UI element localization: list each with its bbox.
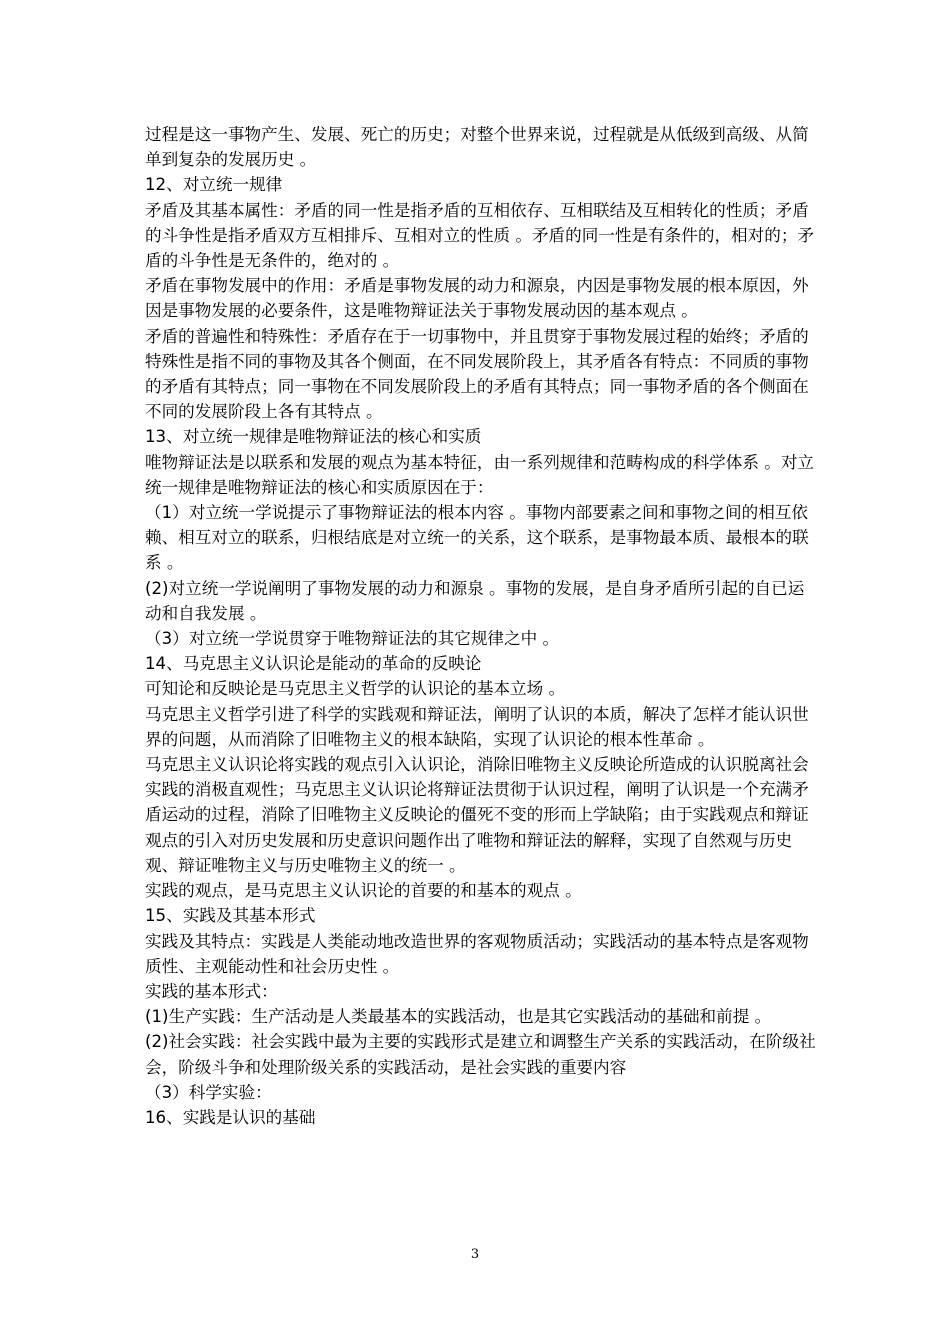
section-heading: 13、对立统一规律是唯物辩证法的核心和实质 xyxy=(145,427,482,447)
paragraph: 马克思主义哲学引进了科学的实践观和辩证法，阐明了认识的本质，解决了怎样才能认识世界的问题，从而消除了旧唯物主义的根本缺陷，实现了认识论的根本性革命 。 xyxy=(145,704,809,749)
paragraph: 唯物辩证法是以联系和发展的观点为基本特征，由一系列规律和范畴构成的科学体系 。对立统一规律是唯物辩证法的核心和实质原因在于： xyxy=(145,452,815,497)
section-heading: 14、马克思主义认识论是能动的革命的反映论 xyxy=(145,654,482,674)
list-item: （3）科学实验： xyxy=(145,1082,272,1102)
page-number: 3 xyxy=(470,1247,480,1262)
paragraph: 实践的基本形式： xyxy=(145,981,278,1001)
paragraph: 实践及其特点：实践是人类能动地改造世界的客观物质活动；实践活动的基本特点是客观物质性、主观能动性和社会历史性 。 xyxy=(145,931,809,976)
list-item: (2)对立统一学说阐明了事物发展的动力和源泉 。事物的发展，是自身矛盾所引起的自已运动和自我发展 。 xyxy=(145,578,805,623)
body-text xyxy=(145,122,817,1130)
paragraph: 可知论和反映论是马克思主义哲学的认识论的基本立场 。 xyxy=(145,679,566,699)
section-heading: 15、实践及其基本形式 xyxy=(145,906,316,926)
paragraph: 实践的观点，是马克思主义认识论的首要的和基本的观点 。 xyxy=(145,881,582,901)
section-heading: 12、对立统一规律 xyxy=(145,175,283,195)
paragraph: 马克思主义认识论将实践的观点引入认识论，消除旧唯物主义反映论所造成的认识脱离社会实践的消极直观性；马克思主义认识论将辩证法贯彻于认识过程，阐明了认识是一个充满矛盾运动的过程，消除了旧唯物主义反映论的僵死不变的形而上学缺陷；由于实践观点和辩证观点的引入对历史发展和历史意识问题作出了唯物和辩证法的解释，实现了自然观与历史观、辩证唯物主义与历史唯物主义的统一 。 xyxy=(145,755,809,875)
list-item: （1）对立统一学说提示了事物辩证法的根本内容 。事物内部要素之间和事物之间的相互依赖、相互对立的联系，归根结底是对立统一的关系，这个联系，是事物最本质、最根本的联系 。 xyxy=(145,503,809,573)
paragraph: 矛盾及其基本属性：矛盾的同一性是指矛盾的互相依存、互相联结及互相转化的性质；矛盾的斗争性是指矛盾双方互相排斥、互相对立的性质 。矛盾的同一性是有条件的，相对的；矛盾的斗争性是无条件的，绝对的 。 xyxy=(145,200,815,271)
paragraph: 矛盾在事物发展中的作用：矛盾是事物发展的动力和源泉，内因是事物发展的根本原因，外因是事物发展的必要条件，这是唯物辩证法关于事物发展动因的基本观点 。 xyxy=(145,276,809,321)
paragraph: 过程是这一事物产生、发展、死亡的历史；对整个世界来说，过程就是从低级到高级、从简单到复杂的发展历史 。 xyxy=(145,125,809,170)
list-item: (1)生产实践：生产活动是人类最基本的实践活动，也是其它实践活动的基础和前提 。 xyxy=(145,1007,772,1027)
section-heading: 16、实践是认识的基础 xyxy=(145,1107,316,1127)
paragraph: 矛盾的普遍性和特殊性：矛盾存在于一切事物中，并且贯穿于事物发展过程的始终；矛盾的特殊性是指不同的事物及其各个侧面，在不同发展阶段上，其矛盾各有特点：不同质的事物的矛盾有其特点；同一事物在不同发展阶段上的矛盾有其特点；同一事物矛盾的各个侧面在不同的发展阶段上各有其特点 。 xyxy=(145,326,809,422)
list-item: (2)社会实践：社会实践中最为主要的实践形式是建立和调整生产关系的实践活动，在阶级社会，阶级斗争和处理阶级关系的实践活动，是社会实践的重要内容 xyxy=(145,1032,816,1077)
list-item: （3）对立统一学说贯穿于唯物辩证法的其它规律之中 。 xyxy=(145,629,560,649)
